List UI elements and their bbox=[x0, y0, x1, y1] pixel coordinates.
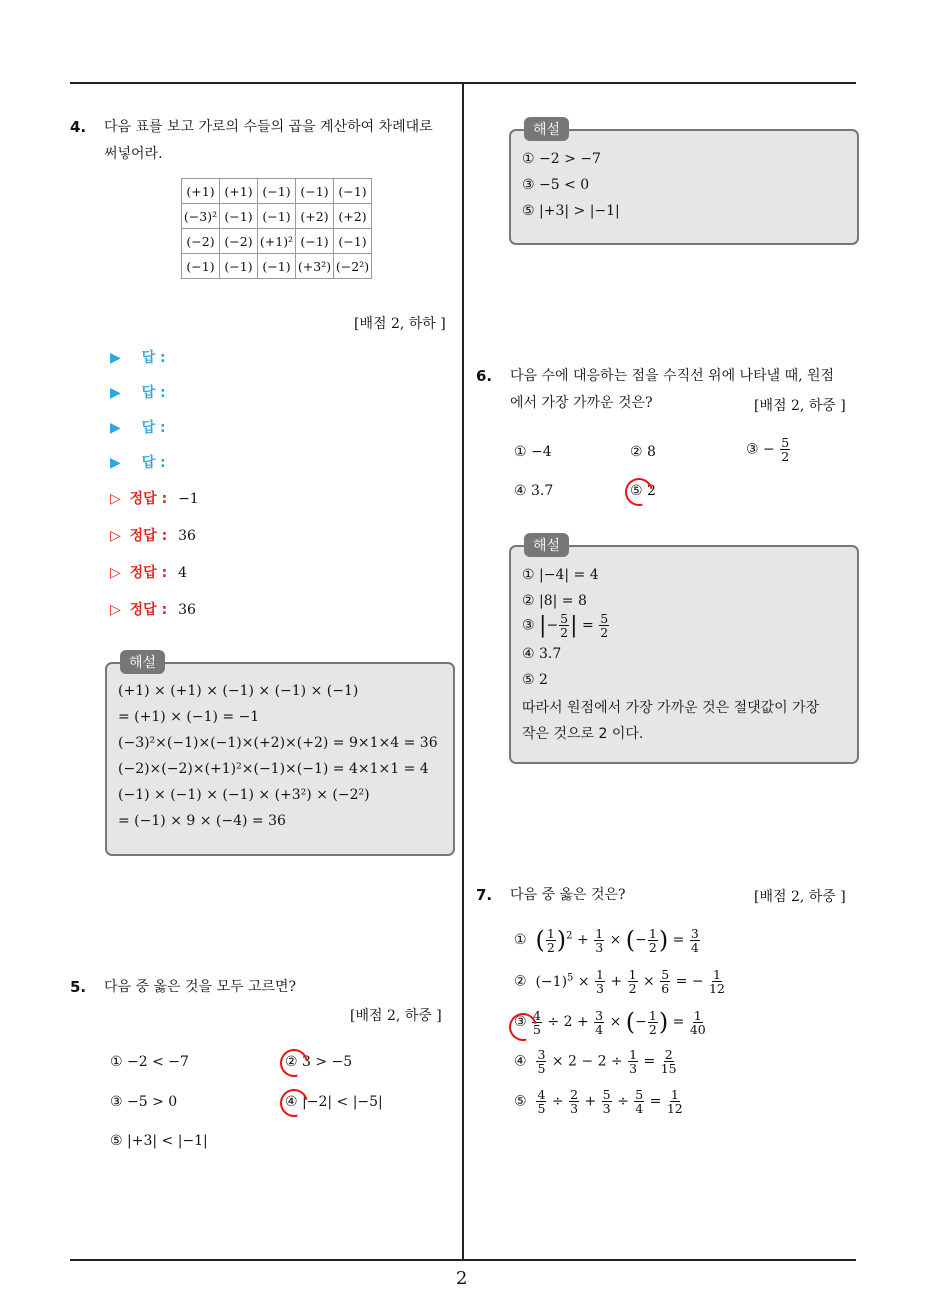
correct-answer-row: ▷ 정답 : 36 bbox=[110, 528, 196, 544]
q7-option-1[interactable]: ① ( $\frac{1}{2}$ )$^2$ + $\frac{1}{3}$ × (− $\frac{1}{2}$ ) = $\frac{3}{4}$ bbox=[514, 925, 699, 955]
table-cell: (+3²) bbox=[296, 254, 334, 279]
bottom-rule bbox=[70, 1259, 856, 1261]
selected-mark-icon bbox=[275, 1044, 313, 1082]
play-triangle-icon: ▶ bbox=[110, 350, 121, 366]
q6-option-2[interactable]: ② 8 bbox=[630, 444, 656, 460]
table-cell: (+1)² bbox=[258, 229, 296, 254]
answer-row: ▶ 답 : bbox=[110, 455, 166, 471]
play-triangle-icon: ▶ bbox=[110, 420, 121, 436]
table-cell: (−1) bbox=[258, 254, 296, 279]
q6-option-1[interactable]: ① −4 bbox=[514, 444, 552, 460]
table-row bbox=[182, 229, 372, 254]
q5-option-5[interactable]: ⑤ |+3| < |−1| bbox=[110, 1133, 208, 1149]
q7-number: 7. bbox=[476, 886, 493, 904]
q4-explain-line: (+1) × (+1) × (−1) × (−1) × (−1) bbox=[118, 683, 359, 699]
q5-option-3[interactable]: ③ −5 > 0 bbox=[110, 1094, 178, 1110]
q6-number: 6. bbox=[476, 367, 493, 385]
q5-text: 다음 중 옳은 것을 모두 고르면? bbox=[104, 979, 297, 995]
q4-text-line2: 써넣어라. bbox=[104, 146, 163, 162]
q7-option-4[interactable]: ④ $\frac{3}{5}$ × 2 − 2 ÷ $\frac{1}{3}$ = $\frac{2}{15}$ bbox=[514, 1047, 677, 1076]
table-cell: (−3)² bbox=[182, 204, 220, 229]
table-cell: (−1) bbox=[296, 229, 334, 254]
q6-text-line1: 다음 수에 대응하는 점을 수직선 위에 나타낼 때, 원점 bbox=[510, 368, 835, 384]
table-cell: (+2) bbox=[296, 204, 334, 229]
table-cell: (−1) bbox=[296, 179, 334, 204]
table-cell: (+1) bbox=[182, 179, 220, 204]
table-cell: (−1) bbox=[334, 229, 372, 254]
q7-option-2[interactable]: ② $(-1)^5$ × $\frac{1}{3}$ + $\frac{1}{2}$ × $\frac{5}{6}$ = − $\frac{1}{12}$ bbox=[514, 967, 725, 996]
q5-explain-line: ③ −5 < 0 bbox=[522, 177, 590, 193]
table-cell: (−2²) bbox=[334, 254, 372, 279]
q5-explanation-tag: 해설 bbox=[524, 117, 569, 141]
correct-answer-row: ▷ 정답 : 36 bbox=[110, 602, 196, 618]
q4-score: [배점 2, 하하 ] bbox=[354, 316, 446, 332]
table-cell: (−1) bbox=[258, 179, 296, 204]
q6-score: [배점 2, 하중 ] bbox=[754, 398, 846, 414]
outline-triangle-icon: ▷ bbox=[110, 491, 121, 507]
table-cell: (−1) bbox=[182, 254, 220, 279]
outline-triangle-icon: ▷ bbox=[110, 528, 121, 544]
page-number: 2 bbox=[456, 1268, 468, 1289]
q6-option-3[interactable]: ③ − $\frac{5}{2}$ bbox=[746, 435, 790, 464]
table-cell: (+2) bbox=[334, 204, 372, 229]
q6-explanation-tag: 해설 bbox=[524, 533, 569, 557]
q4-text-line1: 다음 표를 보고 가로의 수들의 곱을 계산하여 차례대로 bbox=[104, 119, 433, 135]
table-cell: (−1) bbox=[220, 254, 258, 279]
q4-explain-line: (−2)×(−2)×(+1)²×(−1)×(−1) = 4×1×1 = 4 bbox=[118, 761, 429, 777]
q5-number: 5. bbox=[70, 978, 87, 996]
q5-explain-line: ① −2 > −7 bbox=[522, 151, 601, 167]
q5-option-4[interactable]: ④ |−2| < |−5| bbox=[285, 1094, 383, 1110]
answer-row: ▶ 답 : bbox=[110, 385, 166, 401]
q6-explain-line: ⑤ 2 bbox=[522, 672, 548, 688]
table-row bbox=[182, 254, 372, 279]
answer-row: ▶ 답 : bbox=[110, 350, 166, 366]
q6-explain-line: ④ 3.7 bbox=[522, 646, 562, 662]
q4-explain-line: (−3)²×(−1)×(−1)×(+2)×(+2) = 9×1×4 = 36 bbox=[118, 735, 438, 751]
q6-text-line2: 에서 가장 가까운 것은? bbox=[510, 395, 653, 411]
table-cell: (−1) bbox=[334, 179, 372, 204]
q4-explain-line: = (+1) × (−1) = −1 bbox=[118, 709, 260, 725]
table-cell: (−2) bbox=[182, 229, 220, 254]
column-divider bbox=[462, 82, 464, 1260]
q4-explain-line: = (−1) × 9 × (−4) = 36 bbox=[118, 813, 286, 829]
q4-explanation-tag: 해설 bbox=[120, 650, 165, 674]
play-triangle-icon: ▶ bbox=[110, 455, 121, 471]
q4-number: 4. bbox=[70, 118, 87, 136]
q7-text: 다음 중 옳은 것은? bbox=[510, 887, 626, 903]
answer-row: ▶ 답 : bbox=[110, 420, 166, 436]
q6-explain-conclusion: 따라서 원점에서 가장 가까운 것은 절댓값이 가장 bbox=[522, 700, 820, 716]
table-cell: (−1) bbox=[258, 204, 296, 229]
q4-table bbox=[181, 178, 372, 279]
outline-triangle-icon: ▷ bbox=[110, 565, 121, 581]
q5-explain-line: ⑤ |+3| > |−1| bbox=[522, 203, 620, 219]
q4-explain-line: (−1) × (−1) × (−1) × (+3²) × (−2²) bbox=[118, 787, 370, 803]
table-cell: (−1) bbox=[220, 204, 258, 229]
q6-explain-conclusion: 작은 것으로 2 이다. bbox=[522, 726, 644, 742]
q6-explain-line: ③ |− $\frac{5}{2}$ | = $\frac{5}{2}$ bbox=[522, 611, 609, 640]
q5-option-2[interactable]: ② 3 > −5 bbox=[285, 1054, 353, 1070]
selected-mark-icon bbox=[620, 473, 658, 511]
q6-option-4[interactable]: ④ 3.7 bbox=[514, 483, 554, 499]
fraction: $\frac{5}{2}$ bbox=[781, 435, 790, 464]
table-row bbox=[182, 179, 372, 204]
play-triangle-icon: ▶ bbox=[110, 385, 121, 401]
table-row bbox=[182, 204, 372, 229]
correct-answer-row: ▷ 정답 : −1 bbox=[110, 491, 199, 507]
q6-explain-line: ① |−4| = 4 bbox=[522, 567, 599, 583]
selected-mark-icon bbox=[275, 1084, 313, 1122]
table-cell: (−2) bbox=[220, 229, 258, 254]
q7-score: [배점 2, 하중 ] bbox=[754, 889, 846, 905]
q6-explain-line: ② |8| = 8 bbox=[522, 593, 587, 609]
q5-option-1[interactable]: ① −2 < −7 bbox=[110, 1054, 189, 1070]
q7-option-3[interactable]: ③ $\frac{4}{5}$ ÷ 2 + $\frac{3}{4}$ × (− $\frac{1}{2}$ ) = $\frac{1}{40}$ bbox=[514, 1007, 706, 1037]
outline-triangle-icon: ▷ bbox=[110, 602, 121, 618]
q6-option-5[interactable]: ⑤ 2 bbox=[630, 483, 656, 499]
q5-score: [배점 2, 하중 ] bbox=[350, 1008, 442, 1024]
correct-answer-row: ▷ 정답 : 4 bbox=[110, 565, 187, 581]
table-cell: (+1) bbox=[220, 179, 258, 204]
q7-option-5[interactable]: ⑤ $\frac{4}{5}$ ÷ $\frac{2}{3}$ + $\frac{5}{3}$ ÷ $\frac{5}{4}$ = $\frac{1}{12}$ bbox=[514, 1087, 683, 1116]
